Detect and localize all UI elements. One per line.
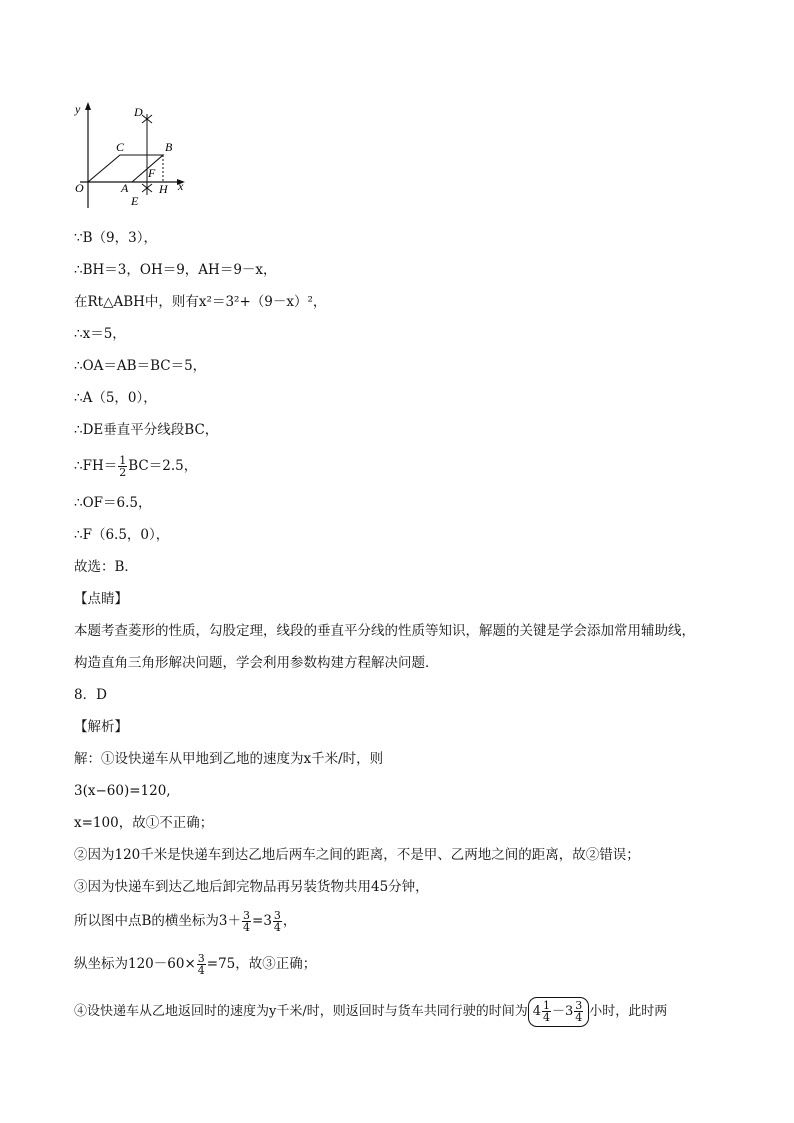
text-line: 故选：B．	[74, 559, 138, 575]
text-segment: =3	[252, 913, 272, 929]
numerator: 1	[119, 454, 127, 467]
text-line: x=100，故①不正确；	[74, 815, 214, 831]
label-x: x	[178, 179, 184, 193]
numerator: 3	[243, 909, 251, 922]
text-line: 构造直角三角形解决问题，学会利用参数构建方程解决问题．	[74, 655, 439, 671]
label-B: B	[165, 140, 173, 154]
question-answer: 8．D	[74, 687, 107, 703]
parenthesized-expression	[528, 997, 590, 1027]
text-line-fraction	[74, 453, 197, 479]
denominator: 4	[243, 921, 251, 934]
text-segment: ④设快递车从乙地返回时的速度为y千米/时，则返回时与货车共同行驶的时间为	[74, 1004, 528, 1019]
text-line: ∴DE垂直平分线段BC，	[74, 422, 219, 438]
denominator: 4	[543, 1010, 551, 1024]
text-line: 在Rt△ABH中，则有x²＝3²+（9－x）²，	[74, 294, 327, 310]
text-segment: =75，故③正确；	[206, 956, 317, 972]
fraction	[242, 910, 251, 933]
fraction	[273, 910, 282, 933]
text-line: 3(x−60)=120,	[74, 783, 171, 799]
text-segment: 纵坐标为120－60×	[74, 956, 196, 972]
text-line: ∴BH＝3，OH＝9，AH＝9－x，	[74, 262, 277, 278]
label-H: H	[159, 182, 168, 196]
text-line-fraction	[74, 949, 316, 979]
text-segment: BC＝2.5，	[128, 458, 198, 474]
text-line-fraction	[74, 906, 296, 936]
label-D: D	[134, 105, 143, 119]
y-axis-arrow	[85, 102, 91, 110]
numerator: 3	[273, 909, 281, 922]
text-line: ∴F（6.5，0），	[74, 527, 170, 543]
fraction	[197, 953, 206, 976]
text-segment: ∴FH＝	[74, 458, 118, 474]
denominator: 4	[273, 921, 281, 934]
label-F: F	[148, 166, 156, 180]
denominator: 4	[197, 964, 205, 977]
text-line-fraction	[74, 995, 667, 1029]
text-segment: 所以图中点B的横坐标为3＋	[74, 913, 242, 929]
numerator: 3	[575, 998, 583, 1012]
text-segment: ，	[282, 913, 297, 929]
text-line: ∴OA＝AB＝BC＝5，	[74, 358, 207, 374]
numerator: 1	[543, 998, 551, 1012]
text-line: 解：①设快递车从甲地到乙地的速度为x千米/时，则	[74, 751, 384, 767]
coordinate-figure	[70, 100, 200, 215]
text-segment: －3	[552, 1003, 574, 1019]
text-segment: 4	[532, 1003, 542, 1019]
label-E: E	[131, 194, 139, 208]
section-heading: 【点睛】	[74, 591, 128, 607]
text-segment: 小时，此时两	[589, 1004, 668, 1019]
denominator: 4	[575, 1010, 583, 1024]
text-line: ③因为快递车到达乙地后卸完物品再另装货物共用45分钟，	[74, 879, 429, 895]
text-line: ∴A（5，0），	[74, 390, 157, 406]
text-line: ∵B（9，3），	[74, 230, 157, 246]
label-O: O	[75, 181, 84, 195]
fraction	[542, 1000, 551, 1023]
label-A: A	[121, 181, 129, 195]
text-line: ②因为120千米是快递车到达乙地后两车之间的距离，不是甲、乙两地之间的距离，故②错误；	[74, 847, 640, 863]
numerator: 3	[197, 952, 205, 965]
text-line: 本题考查菱形的性质，勾股定理，线段的垂直平分线的性质等知识，解题的关键是学会添加常用辅助线，	[74, 623, 695, 639]
fraction	[574, 1000, 583, 1023]
denominator: 2	[119, 466, 127, 479]
text-line: ∴OF＝6.5，	[74, 495, 152, 511]
label-y: y	[75, 102, 81, 116]
label-C: C	[116, 140, 125, 154]
fraction	[118, 455, 127, 478]
text-line: ∴x＝5，	[74, 326, 126, 342]
section-heading: 【解析】	[74, 719, 128, 735]
